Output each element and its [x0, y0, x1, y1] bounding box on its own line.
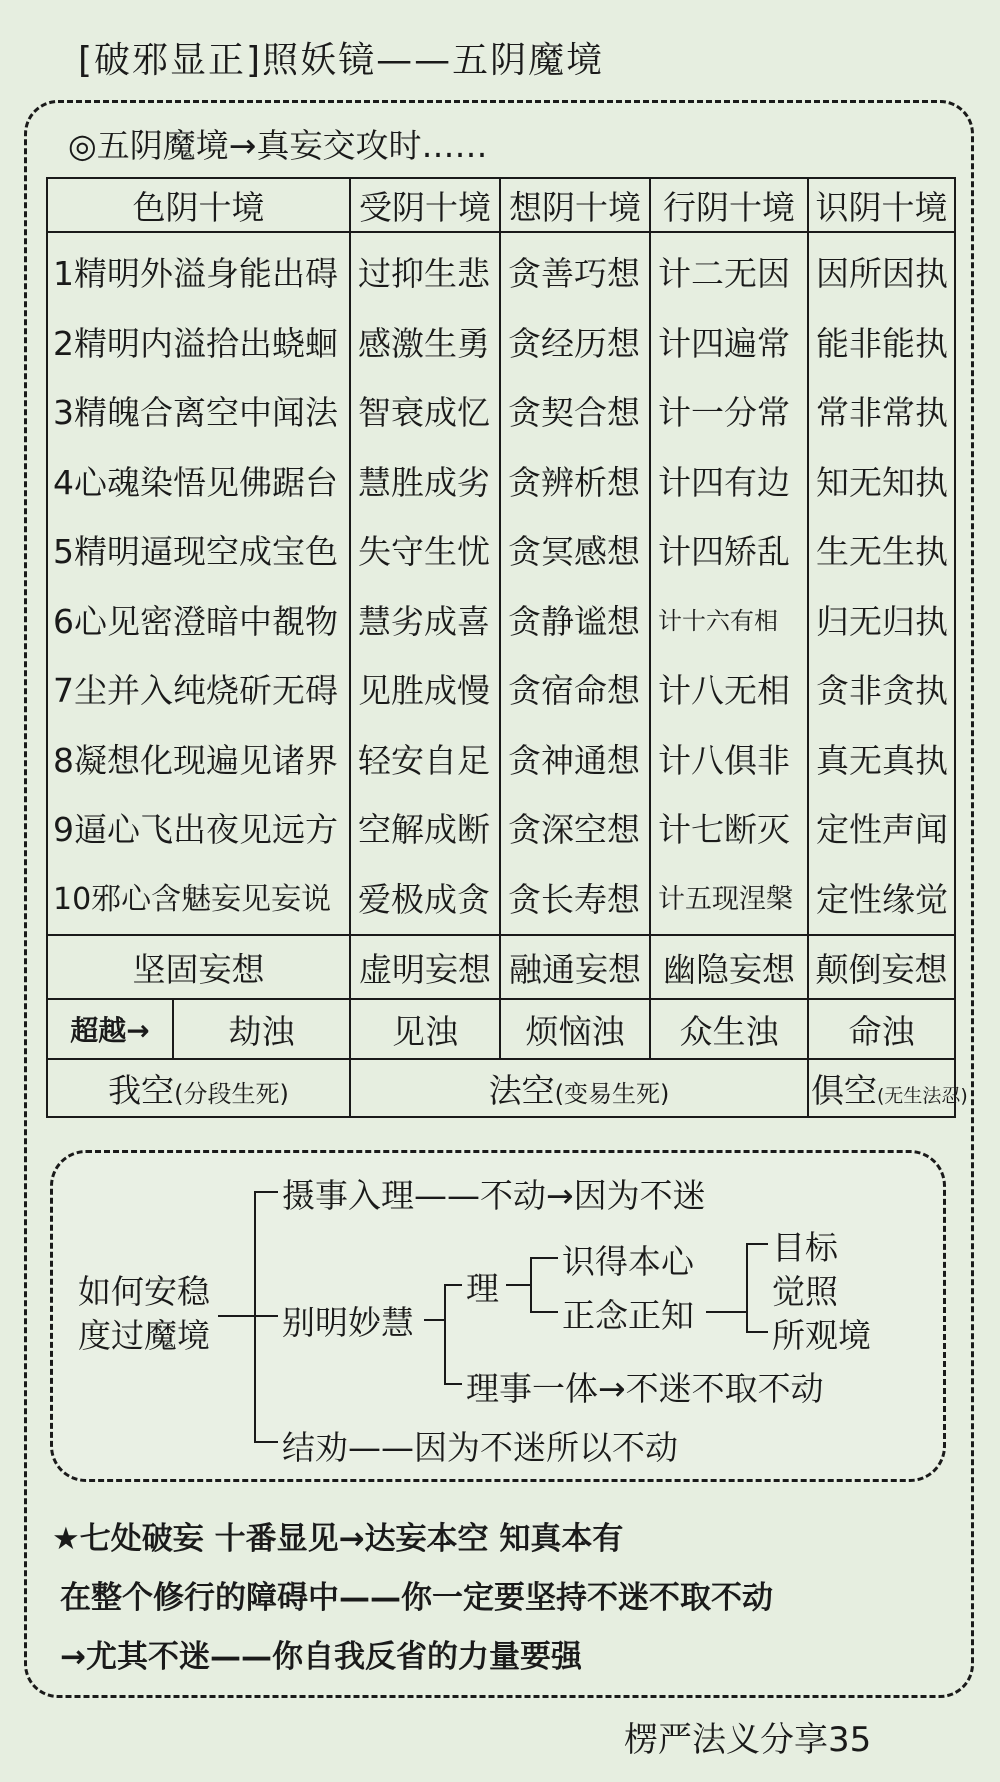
list-item: 贪深空想	[508, 810, 640, 849]
bracket-line	[746, 1243, 748, 1332]
list-item: 8凝想化现遍见诸界	[53, 740, 338, 780]
bracket-line	[444, 1284, 462, 1286]
list-item: 贪长寿想	[508, 879, 640, 919]
bracket-line	[444, 1383, 462, 1385]
consciousness-skandha-column	[808, 232, 955, 935]
bracket-line	[530, 1257, 558, 1259]
summary-line-2: 在整个修行的障碍中——你一定要坚持不迷不取不动	[60, 1580, 773, 1616]
delusion-cell: 虚明妄想	[350, 935, 500, 999]
list-item: 生无生执	[816, 532, 948, 571]
list-item: 贪神通想	[508, 740, 640, 780]
list-item: 能非能执	[816, 323, 948, 363]
diagram-zhengnian: 正念正知	[562, 1296, 694, 1335]
bracket-line	[254, 1315, 278, 1317]
list-item: 见胜成慢	[358, 671, 490, 710]
delusion-cell: 融通妄想	[500, 935, 650, 999]
diagram-shide: 识得本心	[562, 1242, 694, 1281]
list-item: 7尘并入纯烧斫无碍	[53, 671, 338, 710]
list-item: 计四有边	[658, 462, 790, 502]
bracket-line	[506, 1284, 530, 1286]
bracket-line	[530, 1311, 558, 1313]
transcend-label: 超越→	[47, 999, 173, 1059]
list-item: 知无知执	[816, 462, 948, 502]
header-cell: 想阴十境	[500, 178, 650, 232]
delusion-cell: 幽隐妄想	[650, 935, 808, 999]
list-item: 贪非贪执	[816, 671, 948, 710]
self-emptiness-cell	[47, 1059, 350, 1117]
list-item: 9逼心飞出夜见远方	[53, 810, 338, 849]
list-item: 1精明外溢身能出碍	[53, 254, 338, 293]
delusion-cell: 颠倒妄想	[808, 935, 955, 999]
header-cell: 识阴十境	[808, 178, 955, 232]
list-item: 定性缘觉	[816, 879, 948, 919]
delusion-cell: 坚固妄想	[47, 935, 350, 999]
list-item: 10邪心含魅妄见妄说	[53, 881, 332, 917]
list-item: 智衰成忆	[358, 393, 490, 432]
dharma-emptiness-note: (变易生死)	[554, 1079, 670, 1108]
list-item: 贪善巧想	[508, 254, 640, 293]
diagram-lishi: 理事一体→不迷不取不动	[466, 1369, 824, 1408]
diagram-li: 理	[466, 1269, 499, 1308]
list-item: 计一分常	[658, 393, 790, 432]
bracket-line	[254, 1191, 278, 1193]
list-item: 贪辨析想	[508, 462, 640, 502]
list-item: 因所因执	[816, 254, 948, 293]
list-item: 计八俱非	[658, 740, 790, 780]
turbidity-cell: 命浊	[808, 999, 955, 1059]
bracket-line	[746, 1243, 768, 1245]
list-item: 4心魂染悟见佛踞台	[53, 462, 338, 502]
list-item: 计八无相	[658, 671, 790, 710]
bracket-line	[254, 1441, 278, 1443]
list-item: 定性声闻	[816, 810, 948, 849]
form-skandha-column	[47, 232, 350, 935]
list-item: 感激生勇	[358, 323, 490, 363]
header-cell: 行阴十境	[650, 178, 808, 232]
bracket-line	[530, 1257, 532, 1312]
list-item: 失守生忧	[358, 532, 490, 571]
both-emptiness-cell	[808, 1059, 968, 1117]
dharma-emptiness-cell	[350, 1059, 808, 1117]
list-item: 3精魄合离空中闻法	[53, 393, 338, 432]
five-skandha-table	[46, 177, 968, 1118]
turbidity-cell: 见浊	[350, 999, 500, 1059]
list-item: 归无归执	[816, 601, 948, 641]
list-item: 贪静谧想	[508, 601, 640, 641]
self-emptiness-note: (分段生死)	[174, 1079, 289, 1108]
list-item: 空解成断	[358, 810, 490, 849]
diagram-leaf-1: 目标	[772, 1228, 838, 1267]
bracket-line	[706, 1311, 746, 1313]
perception-skandha-column	[500, 232, 650, 935]
diagram-branch-2: 别明妙慧	[282, 1303, 414, 1342]
list-item: 6心见密澄暗中覩物	[53, 601, 338, 641]
list-item: 真无真执	[816, 740, 948, 780]
list-item: 计二无因	[658, 254, 790, 293]
bracket-line	[444, 1284, 446, 1384]
list-item: 贪宿命想	[508, 671, 640, 710]
summary-line-1: ★七处破妄 十番显见→达妄本空 知真本有	[52, 1521, 624, 1557]
list-item: 轻安自足	[358, 740, 490, 780]
both-emptiness-note: (无生法忍)	[877, 1084, 968, 1107]
diagram-branch-1: 摄事入理——不动→因为不迷	[282, 1176, 706, 1215]
summary-line-3: →尤其不迷——你自我反省的力量要强	[60, 1639, 582, 1675]
list-item: 计四矫乱	[658, 532, 790, 571]
formation-skandha-column	[650, 232, 808, 935]
diagram-branch-3: 结劝——因为不迷所以不动	[282, 1428, 678, 1467]
list-item: 计七断灭	[658, 810, 790, 849]
bracket-line	[424, 1319, 444, 1321]
delusion-row	[47, 935, 955, 999]
list-item: 慧胜成劣	[358, 462, 490, 502]
diagram-leaf-3: 所观境	[772, 1316, 871, 1355]
turbidity-cell: 众生浊	[650, 999, 808, 1059]
list-item: 爱极成贪	[358, 879, 490, 919]
list-item: 常非常执	[816, 393, 948, 432]
both-emptiness-label: 俱空	[811, 1070, 877, 1110]
bracket-line	[746, 1331, 768, 1333]
turbidity-row	[47, 999, 955, 1059]
list-item: 慧劣成喜	[358, 601, 490, 641]
bracket-line	[254, 1191, 256, 1443]
list-item: 贪契合想	[508, 393, 640, 432]
diagram-root: 如何安稳度过魔境	[78, 1272, 210, 1355]
list-item: 5精明逼现空成宝色	[53, 532, 338, 571]
turbidity-cell: 烦恼浊	[500, 999, 650, 1059]
list-item: 过抑生悲	[358, 254, 490, 293]
table-body-row	[47, 232, 955, 935]
list-item: 计四遍常	[658, 323, 790, 363]
list-item: 贪经历想	[508, 323, 640, 363]
self-emptiness-label: 我空	[108, 1070, 175, 1110]
list-item: 2精明内溢拾出蛲蛔	[53, 323, 338, 363]
emptiness-row	[47, 1059, 955, 1117]
turbidity-cell: 劫浊	[173, 999, 350, 1059]
dharma-emptiness-label: 法空	[488, 1070, 555, 1110]
feeling-skandha-column	[350, 232, 500, 935]
table-header-row	[47, 178, 955, 232]
list-item: 计五现涅槃	[658, 883, 793, 915]
diagram-leaf-2: 觉照	[772, 1272, 838, 1311]
header-cell: 受阴十境	[350, 178, 500, 232]
list-item: 贪冥感想	[508, 532, 640, 571]
footer-label: 楞严法义分享35	[624, 1720, 872, 1760]
page-title: [破邪显正]照妖镜——五阴魔境	[78, 40, 605, 81]
section-subtitle: ◎五阴魔境→真妄交攻时……	[68, 126, 488, 165]
header-cell: 色阴十境	[47, 178, 350, 232]
list-item: 计十六有相	[658, 606, 778, 635]
bracket-line	[218, 1315, 254, 1317]
